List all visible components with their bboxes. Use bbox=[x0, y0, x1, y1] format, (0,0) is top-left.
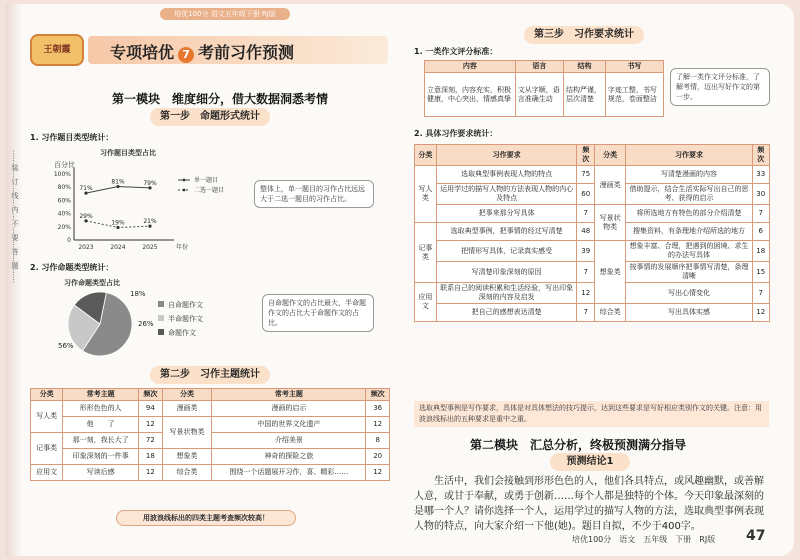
legend-label: 二选一题目 bbox=[194, 187, 225, 194]
topic-cell: 按事情的发展顺序把事情写清楚，条理清晰 bbox=[626, 262, 752, 283]
category-cell: 想象类 bbox=[162, 449, 212, 465]
data-label: 21% bbox=[143, 218, 157, 226]
topic-cell: 把情形写具体，记录真实感受 bbox=[436, 241, 577, 262]
topic-cell: 想象丰富、合理，把遇到的困境、求生的办法写具体 bbox=[626, 241, 752, 262]
table-row bbox=[31, 449, 390, 465]
topic-cell: 写清楚漫画的内容 bbox=[626, 166, 752, 184]
topic-cell: 写出具体实感 bbox=[626, 304, 752, 322]
line-chart bbox=[40, 168, 250, 258]
theme-table bbox=[30, 388, 390, 481]
topic-cell: 写出心情变化 bbox=[626, 283, 752, 304]
topic-cell: 运用学过的描写人物的方法表现人物的内心及特点 bbox=[436, 184, 577, 205]
table-header: 常考主题 bbox=[212, 389, 366, 401]
footer: 培优100分 语文 五年级 下册 RJ版 bbox=[572, 535, 716, 544]
y-tick-label: 40% bbox=[57, 210, 71, 218]
rubric-cell: 文从字顺，语言准确生动 bbox=[515, 73, 563, 117]
table-row bbox=[415, 304, 770, 322]
table-header: 频次 bbox=[366, 389, 390, 401]
frequency-cell: 8 bbox=[366, 433, 390, 449]
pie-chart bbox=[40, 286, 280, 362]
table-row bbox=[31, 465, 390, 481]
table-header: 习作要求 bbox=[626, 145, 752, 166]
q2-label: 2. 习作命题类型统计： bbox=[30, 263, 114, 272]
frequency-cell: 18 bbox=[139, 449, 163, 465]
topic-cell: 把自己的感想表达清楚 bbox=[436, 304, 577, 322]
y-tick-label: 80% bbox=[57, 184, 71, 192]
table-row bbox=[31, 401, 390, 417]
frequency-cell: 12 bbox=[366, 465, 390, 481]
pie-chart-title: 习作命题类型占比 bbox=[64, 279, 120, 287]
table-header-row bbox=[415, 145, 770, 166]
frequency-cell: 36 bbox=[366, 401, 390, 417]
step2-title: 第二步 习作主题统计 bbox=[150, 366, 270, 384]
topic-cell: 写清楚印象深刻的原因 bbox=[436, 262, 577, 283]
table-row bbox=[31, 417, 390, 433]
logo: 王朝霞 bbox=[30, 34, 84, 66]
y-tick-label: 60% bbox=[57, 197, 71, 205]
frequency-cell: 75 bbox=[577, 166, 594, 184]
legend-label: 半命题作文 bbox=[168, 315, 203, 323]
category-cell: 应用文 bbox=[415, 283, 437, 322]
category-cell: 综合类 bbox=[162, 465, 212, 481]
y-tick-label: 0 bbox=[67, 237, 71, 244]
table-header-row bbox=[31, 389, 390, 401]
table-row bbox=[415, 223, 770, 241]
frequency-cell: 60 bbox=[577, 184, 594, 205]
step3-title: 第三步 习作要求统计 bbox=[524, 26, 644, 44]
frequency-cell: 12 bbox=[752, 304, 769, 322]
frequency-cell: 12 bbox=[139, 417, 163, 433]
binding-text: ……装…订…线…内…不…要…答…题…… bbox=[11, 150, 19, 283]
x-tick-label: 2023 bbox=[78, 244, 94, 251]
legend-label: 命题作文 bbox=[168, 329, 196, 337]
rubric-header: 书写 bbox=[605, 61, 663, 73]
data-label: 79% bbox=[143, 179, 157, 187]
topic-cell: 神奇的探险之旅 bbox=[212, 449, 366, 465]
frequency-cell: 12 bbox=[577, 283, 594, 304]
topic-cell: 印象深刻的一件事 bbox=[63, 449, 139, 465]
category-cell: 漫画类 bbox=[162, 401, 212, 417]
legend-swatch bbox=[158, 301, 164, 307]
frequency-cell: 48 bbox=[577, 223, 594, 241]
table-header: 频次 bbox=[752, 145, 769, 166]
top-banner: 培优100分 语文五年级下册 RJ版 bbox=[160, 8, 290, 20]
frequency-cell: 15 bbox=[752, 262, 769, 283]
slice-label: 18% bbox=[130, 290, 146, 298]
requirement-table bbox=[414, 144, 770, 322]
frequency-cell: 7 bbox=[577, 205, 594, 223]
frequency-cell: 30 bbox=[752, 184, 769, 205]
table-header: 频次 bbox=[577, 145, 594, 166]
frequency-cell: 7 bbox=[577, 304, 594, 322]
q1-label: 1. 习作题目类型统计： bbox=[30, 133, 114, 142]
frequency-cell: 7 bbox=[752, 283, 769, 304]
frequency-cell: 12 bbox=[366, 417, 390, 433]
y-tick-label: 100% bbox=[53, 171, 71, 178]
frequency-cell: 20 bbox=[366, 449, 390, 465]
legend-label: 单一题目 bbox=[194, 177, 219, 184]
q4-label: 2. 具体习作要求统计： bbox=[414, 129, 498, 138]
rubric-header: 结构 bbox=[564, 61, 606, 73]
table-header: 分类 bbox=[594, 145, 625, 166]
topic-cell: 形形色色的人 bbox=[63, 401, 139, 417]
page-title: 专项培优 7 考前习作预测 bbox=[110, 43, 295, 62]
table-header: 分类 bbox=[415, 145, 437, 166]
category-cell: 写人类 bbox=[31, 401, 63, 433]
q1-note: 整体上，单一题目的习作占比远远大于二选一题目的习作占比。 bbox=[254, 180, 374, 208]
rubric-header: 语言 bbox=[515, 61, 563, 73]
topic-cell: 围绕一个话题展开习作，喜、精彩…… bbox=[212, 465, 366, 481]
table-row bbox=[415, 166, 770, 184]
x-axis-label: 年份 bbox=[176, 244, 189, 251]
rubric-cell: 字迹工整，书写规范，卷面整洁 bbox=[605, 73, 663, 117]
table-header: 常考主题 bbox=[63, 389, 139, 401]
slice-label: 56% bbox=[58, 342, 74, 350]
topic-cell: 将所选地方有特色的部分介绍清楚 bbox=[626, 205, 752, 223]
topic-cell: 联系自己的阅读积累和生活经验，写出印象深刻的内容及启发 bbox=[436, 283, 577, 304]
frequency-cell: 12 bbox=[139, 465, 163, 481]
rubric-table bbox=[424, 60, 664, 117]
rubric-row bbox=[425, 73, 664, 117]
category-cell: 写景状物类 bbox=[594, 205, 625, 241]
topic-cell: 中国的世界文化遗产 bbox=[212, 417, 366, 433]
line-chart-title: 习作题目类型占比 bbox=[100, 149, 156, 157]
topic-cell: 写读后感 bbox=[63, 465, 139, 481]
footer-hint: 用波浪线标出的四类主题考查频次较高！ bbox=[116, 510, 296, 526]
data-label: 19% bbox=[111, 219, 125, 227]
frequency-cell: 7 bbox=[577, 262, 594, 283]
data-label: 81% bbox=[111, 178, 125, 186]
category-cell: 综合类 bbox=[594, 304, 625, 322]
slice-label: 26% bbox=[138, 320, 154, 328]
topic-cell: 把事来那分写具体 bbox=[436, 205, 577, 223]
rubric-header-row bbox=[425, 61, 664, 73]
category-cell: 应用文 bbox=[31, 465, 63, 481]
y-tick-label: 20% bbox=[57, 223, 71, 231]
rubric-cell: 结构严谨，层次清楚 bbox=[564, 73, 606, 117]
frequency-cell: 33 bbox=[752, 166, 769, 184]
line-chart-ylabel: 百分比 bbox=[54, 161, 75, 169]
rubric-cell: 立意深刻，内容充实，积极健康，中心突出，情感真挚 bbox=[425, 73, 516, 117]
q3-note: 了解一类作文评分标准，了解考情，迈出写好作文的第一步。 bbox=[670, 68, 770, 106]
topic-cell: 选取典型事例表现人物的特点 bbox=[436, 166, 577, 184]
category-cell: 写人类 bbox=[415, 166, 437, 223]
prompt-text: 生活中，我们会接触到形形色色的人，他们各具特点，或风趣幽默，或善解人意，或甘于奉献，或勇于创新……每个人都是独特的个体。今天印象最深刻的是哪一个人？请你选择一个人，运用学过的描写人物的方法，选取典型事例表现人物的特点，向大家介绍一下他(她)。题目自拟，不少于400字。 bbox=[414, 476, 764, 532]
table-header: 频次 bbox=[139, 389, 163, 401]
table-row bbox=[415, 241, 770, 262]
table-header: 分类 bbox=[162, 389, 212, 401]
category-cell: 记事类 bbox=[31, 433, 63, 465]
topic-cell: 选取典型事例，把事情的经过写清楚 bbox=[436, 223, 577, 241]
frequency-cell: 6 bbox=[752, 223, 769, 241]
topic-cell: 搜集资料，有条理地介绍所选的地方 bbox=[626, 223, 752, 241]
topic-cell: 介绍美景 bbox=[212, 433, 366, 449]
data-label: 71% bbox=[79, 185, 93, 193]
legend-label: 自命题作文 bbox=[168, 301, 203, 309]
frequency-cell: 7 bbox=[752, 205, 769, 223]
topic-cell: 漫画的启示 bbox=[212, 401, 366, 417]
frequency-cell: 39 bbox=[577, 241, 594, 262]
category-cell: 漫画类 bbox=[594, 166, 625, 205]
table-header: 习作要求 bbox=[436, 145, 577, 166]
requirement-note: 选取典型事例是写作要求，具体是对具体想法的技巧提示，达到这些要求是写好相应类别作文的关键。注意：用波浪线标出的五种要求是重中之重。 bbox=[414, 401, 769, 427]
category-cell: 记事类 bbox=[415, 223, 437, 283]
table-row bbox=[415, 184, 770, 205]
frequency-cell: 72 bbox=[139, 433, 163, 449]
legend-marker bbox=[183, 179, 186, 182]
topic-cell: 那一刻，我长大了 bbox=[63, 433, 139, 449]
q3-label: 1. 一类作文评分标准： bbox=[414, 47, 498, 56]
step1-title: 第一步 命题形式统计 bbox=[150, 108, 270, 126]
x-tick-label: 2024 bbox=[110, 244, 126, 251]
topic-cell: 他 了 bbox=[63, 417, 139, 433]
legend-swatch bbox=[158, 315, 164, 321]
conclusion-title: 预测结论1 bbox=[550, 453, 630, 471]
q2-note: 自命题作文的占比最大，半命题作文的占比大于命题作文的占比。 bbox=[262, 294, 374, 332]
category-cell: 想象类 bbox=[594, 241, 625, 304]
legend-marker bbox=[183, 189, 186, 192]
table-row bbox=[415, 262, 770, 283]
rubric-header: 内容 bbox=[425, 61, 516, 73]
module2-title: 第二模块 汇总分析，终极预测满分指导 bbox=[470, 438, 687, 452]
table-header: 分类 bbox=[31, 389, 63, 401]
module1-title: 第一模块 维度细分，借大数据洞悉考情 bbox=[112, 92, 329, 106]
topic-cell: 借助提示，结合生活实际写出自己的思考、获得的启示 bbox=[626, 184, 752, 205]
data-label: 29% bbox=[79, 212, 93, 220]
x-tick-label: 2025 bbox=[142, 244, 158, 251]
table-row bbox=[415, 283, 770, 304]
category-cell: 写景状物类 bbox=[162, 417, 212, 449]
page-number: 47 bbox=[746, 528, 766, 544]
legend-swatch bbox=[158, 329, 164, 335]
frequency-cell: 94 bbox=[139, 401, 163, 417]
frequency-cell: 18 bbox=[752, 241, 769, 262]
table-row bbox=[415, 205, 770, 223]
